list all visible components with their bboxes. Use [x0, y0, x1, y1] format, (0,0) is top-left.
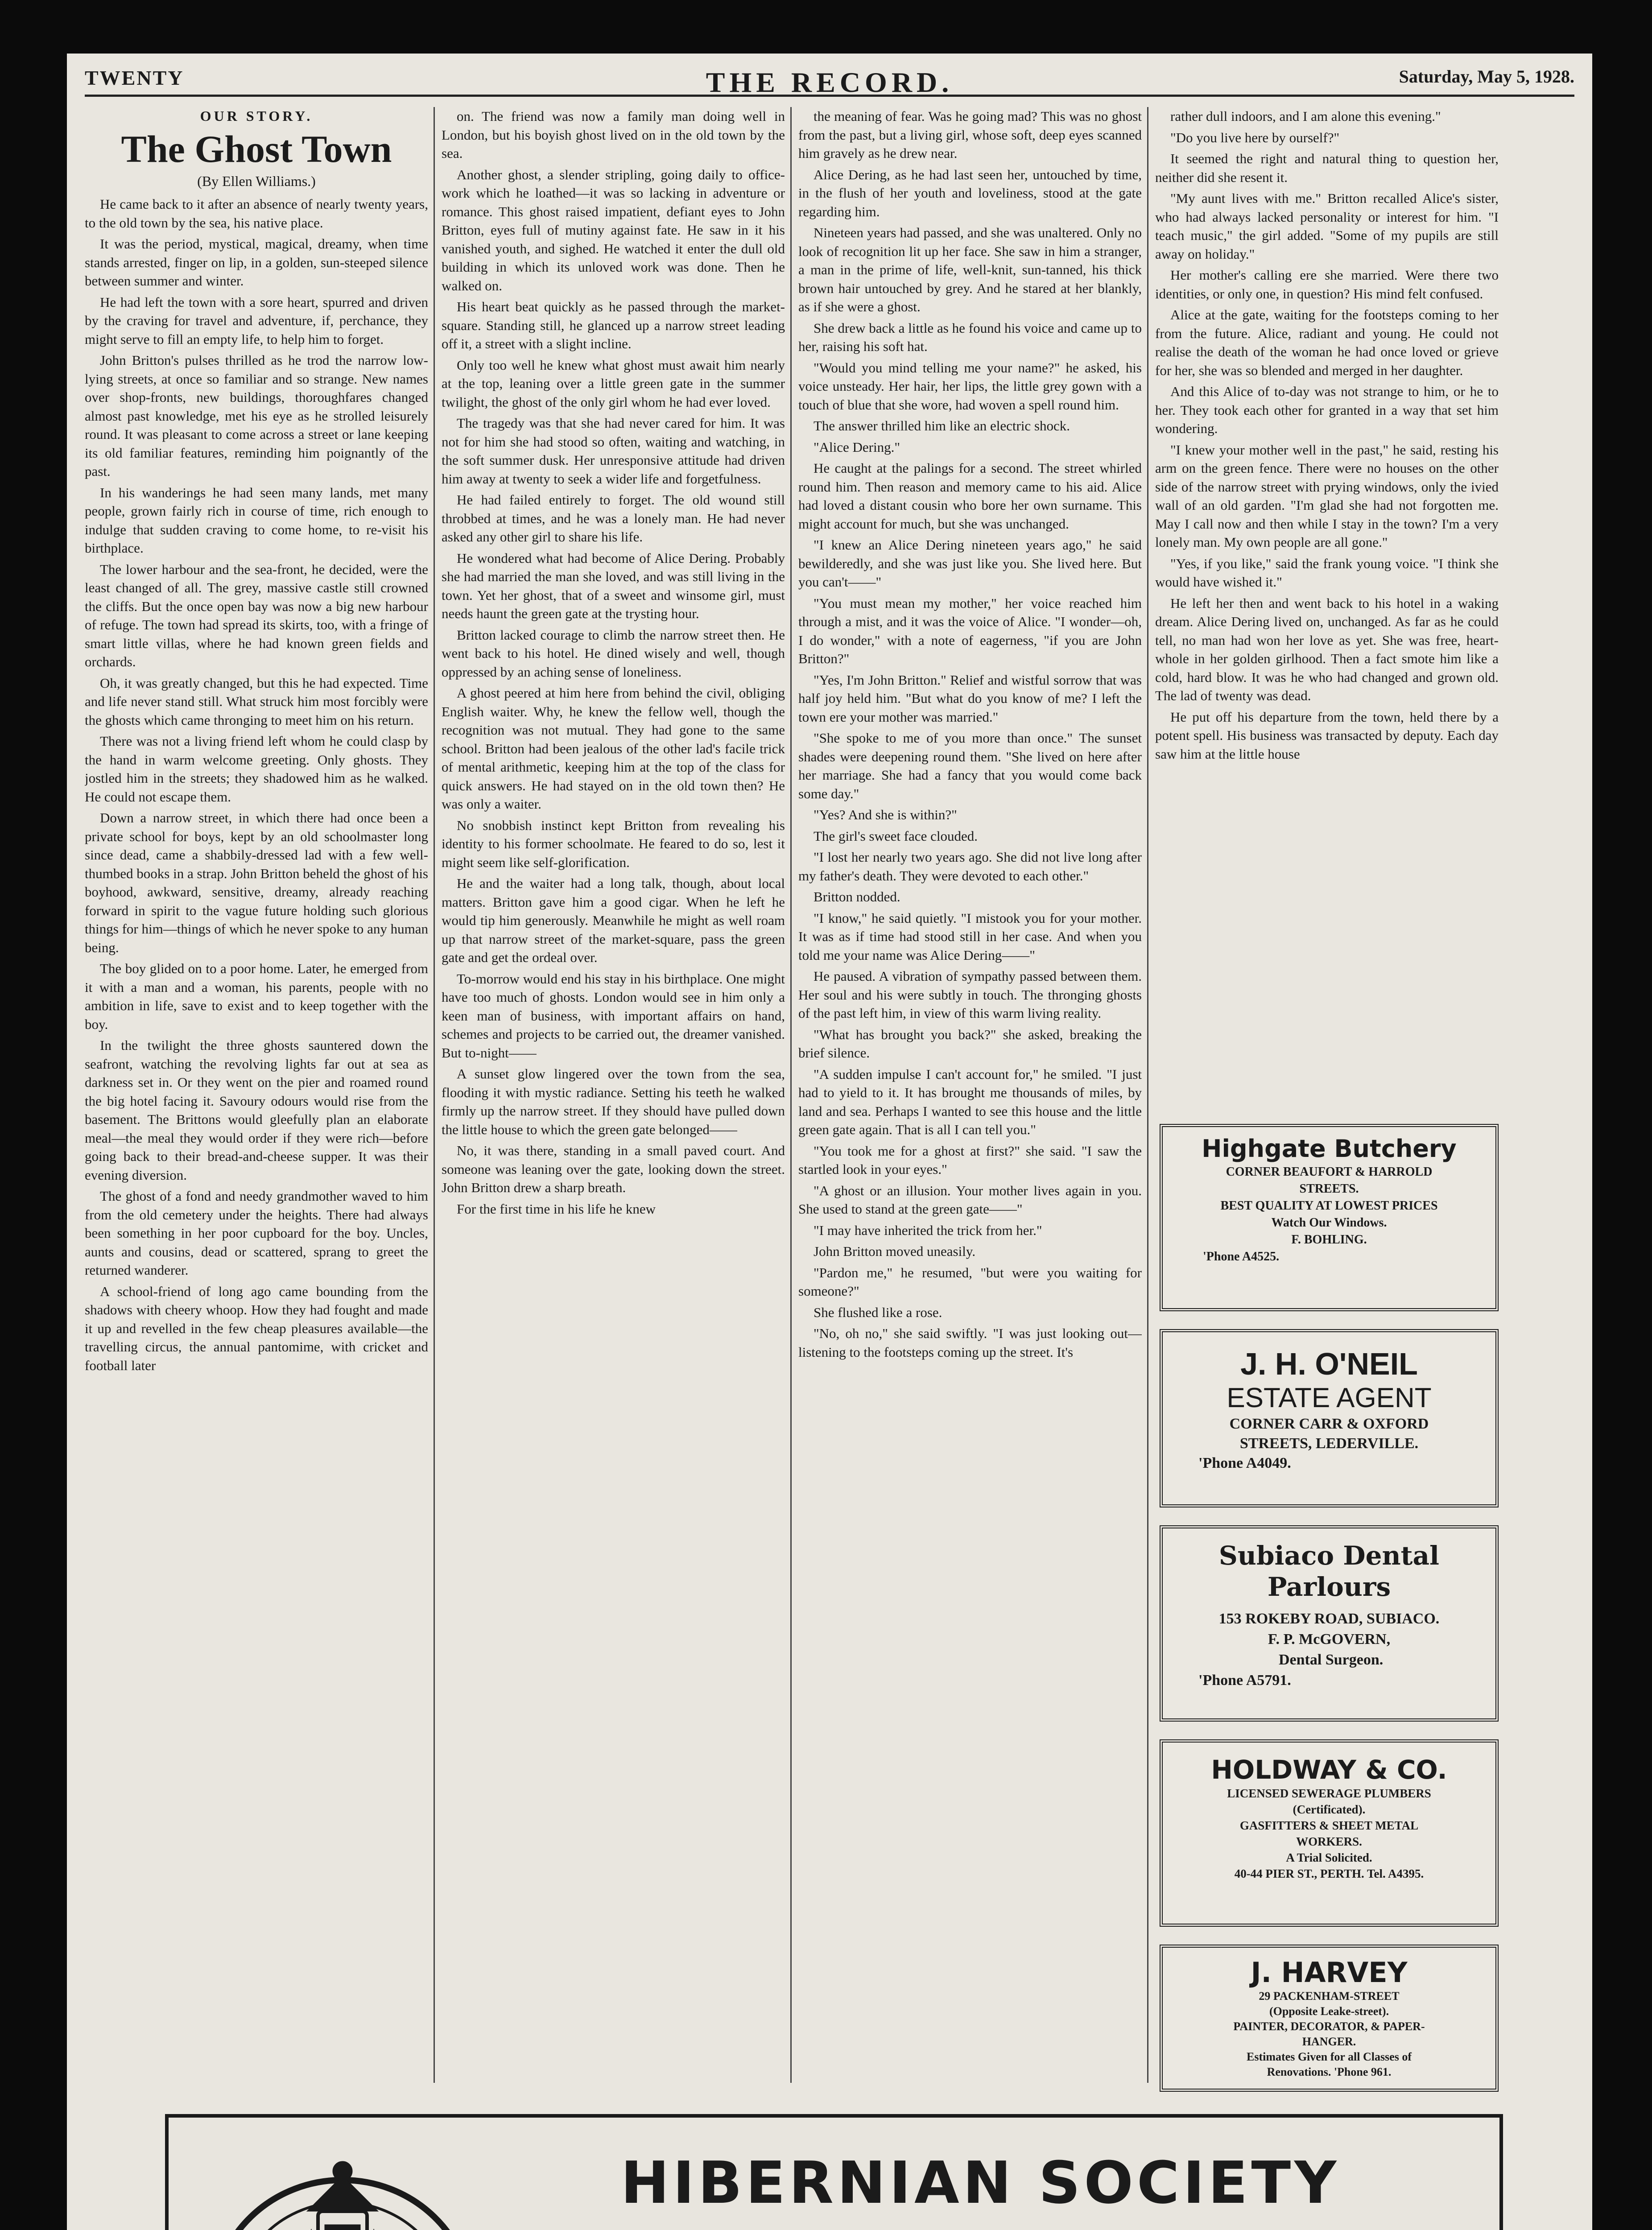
ad-line: STREETS, LEDERVILLE. — [1239, 1435, 1419, 1452]
story-paragraph: Nineteen years had passed, and she was unaltered. Only no look of recognition lit up her face. She saw in him a stranger, a man in the prime of life, well-knit, sun-tanned, his thick brown hair untouched by grey. And he stared at her blankly, as if she were a ghost. — [798, 225, 1142, 314]
story-paragraph: And this Alice of to-day was not strange to him, or he to her. They took each other for granted in a way that set him wondering. — [1155, 384, 1499, 436]
story-paragraph: He and the waiter had a long talk, though, about local matters. Britton gave him a good cigar. When he left he would tip him generously. Meanwhile he might as well roam up that narrow street of the market-square, pass the green gate and get the ordeal over. — [442, 875, 785, 965]
hibernian-society-ad — [165, 2114, 1503, 2230]
ad-title: HOLDWAY & CO. — [1211, 1755, 1447, 1785]
ad-line: Renovations. 'Phone 961. — [1267, 2065, 1392, 2078]
story-paragraph: "Yes, I'm John Britton." Relief and wistful sorrow that was half joy held him. "But what do you know of me? I left the town ere your mother was married." — [798, 672, 1142, 725]
story-paragraph: Her mother's calling ere she married. Were there two identities, or only one, in question? His mind felt confused. — [1155, 267, 1499, 301]
ad-line: CORNER CARR & OXFORD — [1229, 1416, 1429, 1432]
ad-subtitle: ESTATE AGENT — [1227, 1383, 1432, 1413]
story-paragraph: "Pardon me," he resumed, "but were you waiting for someone?" — [798, 1264, 1142, 1299]
ad-title: Subiaco Dental Parlours — [1218, 1540, 1440, 1602]
story-paragraph: Oh, it was greatly changed, but this he had expected. Time and life never stand still. What struck him most forcibly were the ghosts which came thronging to meet him on his return. — [85, 675, 428, 728]
column-rule — [1147, 107, 1148, 2083]
story-paragraph: "Yes? And she is within?" — [814, 807, 957, 822]
story-kicker: OUR STORY. — [200, 108, 313, 124]
ad-harvey-painter — [1160, 1945, 1499, 2092]
ad-line: (Opposite Leake-street). — [1269, 2005, 1389, 2018]
story-paragraph: It was the period, mystical, magical, dreamy, when time stands arrested, finger on lip, in a golden, sun-steeped silence between summer and winter. — [85, 236, 428, 289]
story-paragraph: "You must mean my mother," her voice reached him through a mist, and it was the voice of Alice. "I wonder—oh, I do wonder," with a note of eagerness, "if you are John Britton?" — [798, 595, 1142, 666]
story-paragraph: He paused. A vibration of sympathy passed between them. Her soul and his were subtly in touch. The thronging ghosts of the past left him, in view of this warm living reality. — [798, 968, 1142, 1021]
ad-line: Estimates Given for all Classes of — [1247, 2050, 1412, 2063]
banner-title: HIBERNIAN SOCIETY — [620, 2149, 1340, 2217]
story-paragraph: "Do you live here by ourself?" — [1170, 129, 1340, 145]
story-paragraph: She drew back a little as he found his voice and came up to her, raising his soft hat. — [798, 320, 1142, 354]
story-paragraph: "No, oh no," she said swiftly. "I was just looking out—listening to the footsteps coming up the street. It's — [798, 1326, 1142, 1360]
story-column-4 — [1155, 107, 1499, 1133]
newspaper-title: THE RECORD. — [706, 66, 954, 98]
ad-phone: 'Phone A4049. — [1198, 1455, 1291, 1471]
ad-line: (Certificated). — [1293, 1803, 1366, 1816]
story-paragraphs — [442, 107, 785, 1218]
story-paragraph: rather dull indoors, and I am alone this evening." — [1170, 108, 1441, 124]
ad-phone: 'Phone A5791. — [1198, 1672, 1291, 1689]
story-paragraph: His heart beat quickly as he passed through the market-square. Standing still, he glanced up a narrow street leading off it, a street with a slight incline. — [442, 299, 785, 351]
ad-title: Highgate Butchery — [1202, 1135, 1457, 1163]
story-paragraph: "You took me for a ghost at first?" she said. "I saw the startled look in your eyes." — [798, 1143, 1142, 1177]
ad-line: 40-44 PIER ST., PERTH. Tel. A4395. — [1234, 1867, 1424, 1880]
story-paragraph: John Britton moved uneasily. — [814, 1243, 976, 1259]
column-rule — [434, 107, 435, 2083]
story-paragraph: For the first time in his life he knew — [457, 1201, 656, 1217]
story-column-3 — [798, 107, 1142, 2083]
story-paragraph: The girl's sweet face clouded. — [814, 828, 978, 844]
story-paragraph: Britton nodded. — [814, 889, 900, 904]
story-paragraph: He left her then and went back to his hotel in a waking dream. Alice Dering lived on, unchanged. As far as he could tell, no man had won her love as yet. She was free, heart-whole in her golden girlhood. Then a fact smote him like a cold, hard blow. It was he who had changed and grown old. The lad of twenty was dead. — [1155, 595, 1499, 703]
ad-line: F. BOHLING. — [1291, 1233, 1367, 1247]
ad-highgate-butchery — [1160, 1124, 1499, 1311]
hibernian-seal-icon — [204, 2158, 481, 2230]
story-paragraph: "My aunt lives with me." Britton recalled Alice's sister, who had always lacked personality or interest for him. "I teach music," the girl added. "Some of my pupils are still away on holiday." — [1155, 190, 1499, 262]
story-paragraph: the meaning of fear. Was he going mad? This was no ghost from the past, but a living girl, whose soft, deep eyes scanned him gravely as he drew near. — [798, 108, 1142, 161]
ad-line: PAINTER, DECORATOR, & PAPER- — [1233, 2020, 1425, 2033]
ad-line: WORKERS. — [1296, 1835, 1362, 1848]
ad-line: 153 ROKEBY ROAD, SUBIACO. — [1218, 1611, 1440, 1627]
ad-phone: 'Phone A4525. — [1203, 1250, 1280, 1264]
story-paragraph: John Britton's pulses thrilled as he trod the narrow low-lying streets, at once so familiar and so strange. New names over shop-fronts, new buildings, thoroughfares changed almost past knowledge, met his eye as he strolled leisurely round. It was pleasant to come across a street or lane keeping its old familiar features, reminding him poignantly of the past. — [85, 352, 428, 479]
ad-title: J. H. O'NEIL — [1240, 1346, 1418, 1381]
ad-line: STREETS. — [1299, 1182, 1359, 1196]
story-paragraph: Only too well he knew what ghost must await him nearly at the top, leaning over a little green gate in the summer twilight, the ghost of the only girl whom he had ever loved. — [442, 357, 785, 410]
newspaper-page — [67, 54, 1592, 2230]
story-paragraph: The answer thrilled him like an electric shock. — [814, 418, 1070, 434]
story-paragraph: "Yes, if you like," said the frank young voice. "I think she would have wished it." — [1155, 555, 1499, 590]
story-paragraph: The tragedy was that she had never cared for him. It was not for him she had stood so often, waiting and watching, in the soft summer dusk. Her unresponsive attitude had driven him away at twenty to seek a wider life and forgetfulness. — [442, 415, 785, 487]
ad-line: BEST QUALITY AT LOWEST PRICES — [1220, 1199, 1438, 1213]
story-paragraph: A sunset glow lingered over the town from the sea, flooding it with mystic radiance. Setting his teeth he walked firmly up the narrow street. If they should have pulled down the little house to which the green gate belonged—— — [442, 1066, 785, 1137]
ad-holdway-plumbers — [1160, 1739, 1499, 1927]
story-paragraph: Alice Dering, as he had last seen her, untouched by time, in the flush of her youth and loveliness, stood at the gate regarding him. — [798, 166, 1142, 219]
ad-line: GASFITTERS & SHEET METAL — [1239, 1819, 1419, 1832]
story-paragraphs — [1155, 107, 1499, 763]
story-paragraph: A ghost peered at him here from behind the civil, obliging English waiter. Why, he knew the fellow well, though the recognition was not mutual. They had gone to the same school. Britton had been jealous of the other lad's facile trick of mental arithmetic, keeping him at the top of the class for quick answers. He had stayed on in the old town then? He was only a waiter. — [442, 685, 785, 812]
story-byline: (By Ellen Williams.) — [197, 173, 316, 189]
story-paragraph: The boy glided on to a poor home. Later, he emerged from it with a man and a woman, his parents, people with no ambition in life, save to exist and to keep together with the boy. — [85, 961, 428, 1032]
ad-line: LICENSED SEWERAGE PLUMBERS — [1227, 1787, 1431, 1800]
story-paragraph: "She spoke to me of you more than once." The sunset shades were deepening round them. "She lived on here after her marriage. She had a fancy that you would come back some day." — [798, 730, 1142, 801]
story-paragraph: "A sudden impulse I can't account for," he smiled. "I just had to yield to it. It has brought me thousands of miles, by land and sea. Perhaps I wanted to see this house and the little green gate again. That is all I can tell you." — [798, 1066, 1142, 1137]
story-paragraph: He put off his departure from the town, held there by a potent spell. His business was transacted by deputy. Each day saw him at the little house — [1155, 709, 1499, 762]
story-paragraph: It seemed the right and natural thing to question her, neither did she resent it. — [1155, 151, 1499, 185]
story-paragraph: Britton lacked courage to climb the narrow street then. He went back to his hotel. He dined wisely and well, though oppressed by an aching sense of loneliness. — [442, 627, 785, 680]
story-paragraph: To-morrow would end his stay in his birthplace. One might have too much of ghosts. London would see in him only a keen man of business, with important affairs on hand, schemes and projects to be carried out, the dreamer vanished. But to-night—— — [442, 970, 785, 1061]
story-paragraph: "Alice Dering." — [814, 439, 900, 455]
masthead — [85, 63, 1574, 97]
story-column-1 — [85, 107, 428, 2083]
story-paragraph: In his wanderings he had seen many lands, met many people, grown fairly rich in course of time, rich enough to indulge that sudden craving to come home, to re-visit his birthplace. — [85, 484, 428, 556]
ad-line: Watch Our Windows. — [1271, 1216, 1387, 1230]
story-paragraph: The ghost of a fond and needy grandmother waved to him from the old cemetery under the heights. There had always been something in her poor cupboard for the boy. Uncles, aunts and cousins, dead or scattered, sprang to greet the returned wanderer. — [85, 1188, 428, 1278]
ad-subiaco-dental — [1160, 1525, 1499, 1722]
story-paragraphs — [798, 107, 1142, 1361]
story-paragraph: "Would you mind telling me your name?" he asked, his voice unsteady. Her hair, her lips, the little grey gown with a touch of blue that she wore, had woven a spell round him. — [798, 359, 1142, 413]
story-paragraph: "I knew an Alice Dering nineteen years ago," he said bewilderedly, and she was just like you. She lived here. But you can't——" — [798, 537, 1142, 590]
story-paragraph: "I know," he said quietly. "I mistook you for your mother. It was as if time had stood still in her case. And when you told me your name was Alice Dering——" — [798, 910, 1142, 963]
column-rule — [790, 107, 792, 2083]
story-paragraph: He had failed entirely to forget. The old wound still throbbed at times, and he was a lonely man. He had never asked any other girl to share his life. — [442, 492, 785, 545]
story-paragraph: He caught at the palings for a second. The street whirled round him. Then reason and memory came to his aid. Alice had loved a distant cousin who bore her own surname. This might account for much, but she was unchanged. — [798, 460, 1142, 532]
story-paragraph: Alice at the gate, waiting for the footsteps coming to her from the future. Alice, radiant and young. He could not realise the death of the woman he had once loved or grieve for her, she was so blended and merged in her daughter. — [1155, 307, 1499, 378]
story-paragraph: "I lost her nearly two years ago. She did not live long after my father's death. They were devoted to each other." — [798, 849, 1142, 884]
story-column-2 — [442, 107, 785, 2083]
ad-line: A Trial Solicited. — [1286, 1851, 1372, 1864]
story-paragraphs — [85, 195, 428, 1375]
ad-line: F. P. McGOVERN, — [1268, 1631, 1391, 1648]
story-paragraph: The lower harbour and the sea-front, he decided, were the least changed of all. The grey, massive castle still crowned the cliffs. But the once open bay was now a big new harbour of refuge. The town had spread its skirts, too, with a fringe of smart little villas, where he had known green fields and orchards. — [85, 561, 428, 669]
ad-title: J. HARVEY — [1251, 1956, 1408, 1989]
story-paragraph: Down a narrow street, in which there had once been a private school for boys, kept by an old schoolmaster long since dead, came a shabbily-dressed lad with a few well-thumbed books in a strap. John Britton beheld the ghost of his boyhood, awkward, sensitive, dreamy, already reaching forward in spirit to the vague future holding such glorious things for him—things of which he never spoke to any human being. — [85, 810, 428, 955]
story-paragraph: He had left the town with a sore heart, spurred and driven by the craving for travel and adventure, if, perchance, they might serve to fill an empty life, to help him to forget. — [85, 294, 428, 347]
ad-line: CORNER BEAUFORT & HARROLD — [1226, 1165, 1433, 1179]
ad-line: 29 PACKENHAM-STREET — [1259, 1990, 1400, 2003]
story-title: The Ghost Town — [121, 127, 392, 170]
story-paragraph: No, it was there, standing in a small paved court. And someone was leaning over the gate, looking down the street. John Britton drew a sharp breath. — [442, 1143, 785, 1195]
story-paragraph: In the twilight the three ghosts sauntered down the seafront, watching the revolving lights far out at sea as darkness set in. Or they went on the pier and roamed round the big hotel facing it. Savoury odours would rise from the basement. The Brittons would gleefully plan an elaborate meal—the meal they would order if they were rich—before going back to their bread-and-cheese supper. It was their evening diversion. — [85, 1037, 428, 1183]
story-paragraph: A school-friend of long ago came bounding from the shadows with cheery whoop. How they had fought and made it up and revelled in the few cheap pleasures available—the travelling circus, the annual pantomime, with cricket and football later — [85, 1283, 428, 1373]
story-paragraph: There was not a living friend left whom he could clasp by the hand in warm welcome greeting. Only ghosts. They jostled him in the streets; they shadowed him as he walked. He could not escape them. — [85, 733, 428, 805]
story-paragraph: She flushed like a rose. — [814, 1304, 942, 1320]
story-paragraph: "I may have inherited the trick from her." — [814, 1222, 1042, 1238]
story-paragraph: on. The friend was now a family man doing well in London, but his boyish ghost lived on in the old town by the sea. — [442, 108, 785, 161]
story-paragraph: Another ghost, a slender stripling, going daily to office-work which he loathed—it was so lacking in adventure or romance. This ghost raised impatient, defiant eyes to John Britton, eyes full of mutiny against fate. He saw in it his vanished youth, and sighed. He watched it enter the dull old building in which its unloved work was done. Then he walked on. — [442, 166, 785, 293]
ad-line: Dental Surgeon. — [1279, 1652, 1384, 1668]
story-paragraph: He came back to it after an absence of nearly twenty years, to the old town by the sea, his native place. — [85, 196, 428, 231]
story-paragraph: "What has brought you back?" she asked, breaking the brief silence. — [798, 1026, 1142, 1061]
ad-line: HANGER. — [1302, 2035, 1356, 2048]
story-paragraph: "I knew your mother well in the past," he said, resting his arm on the green fence. There were no houses on the other side of the narrow street with prying windows, only the ivied wall of an old garden. "I'm glad she had not forgotten me. May I call now and then while I stay in the town? I'm a very lonely man. My own people are all gone." — [1155, 442, 1499, 550]
page-number: TWENTY — [85, 66, 184, 89]
story-paragraph: "A ghost or an illusion. Your mother lives again in you. She used to stand at the green gate——" — [798, 1182, 1142, 1217]
story-paragraph: He wondered what had become of Alice Dering. Probably she had married the man she loved, and was still living in the town. Yet her ghost, that of a sweet and winsome girl, must needs haunt the green gate at the trysting hour. — [442, 550, 785, 621]
issue-date: Saturday, May 5, 1928. — [1399, 66, 1574, 87]
story-paragraph: No snobbish instinct kept Britton from revealing his identity to his former schoolmate. He feared to do so, lest it might seem like self-glorification. — [442, 817, 785, 870]
ad-oneil-estate-agent — [1160, 1329, 1499, 1507]
